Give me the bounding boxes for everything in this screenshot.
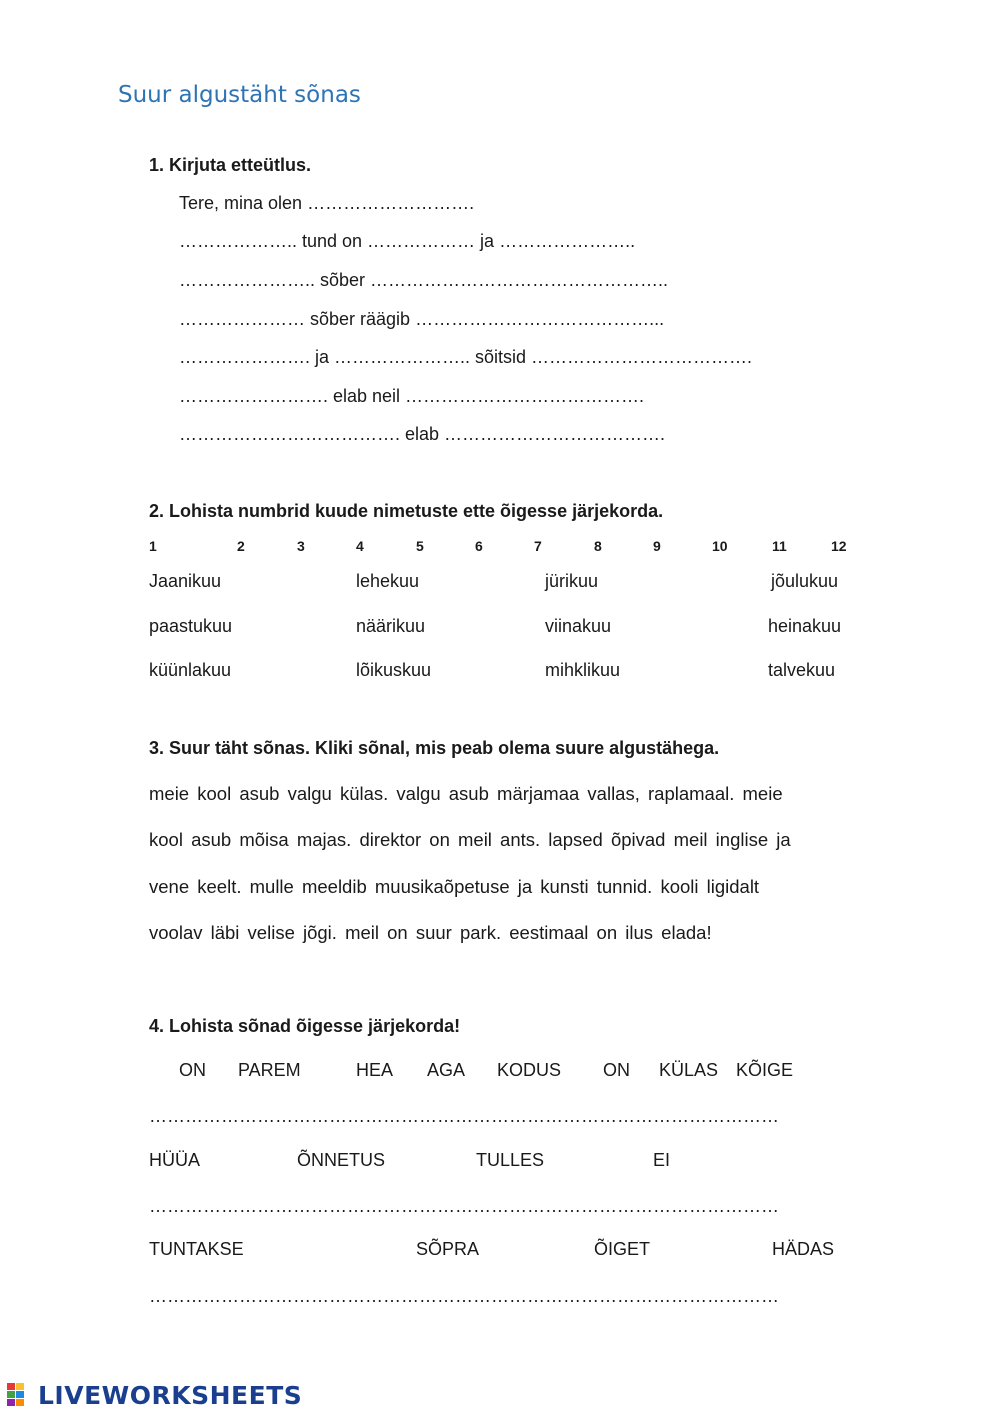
dictation-line-5[interactable]: …………………. ja ………………….. sõitsid ………………………………. [179, 347, 753, 367]
number-tile-2[interactable]: 2 [237, 538, 245, 554]
number-tile-8[interactable]: 8 [594, 538, 602, 554]
answer-line-2[interactable]: …………………………………………………………………………………………… [149, 1196, 779, 1216]
section-3-heading: 3. Suur täht sõnas. Kliki sõnal, mis peab olema suure algustähega. [149, 738, 720, 758]
month-lehekuu: lehekuu [356, 571, 420, 591]
liveworksheets-logo-icon [6, 1382, 36, 1408]
page-title: Suur algustäht sõnas [118, 82, 361, 108]
dictation-line-7[interactable]: ………………………………. elab ………………………………. [179, 424, 666, 444]
word-tile-on-1[interactable]: ON [179, 1060, 206, 1080]
text-line-2[interactable]: kool asub mõisa majas. direktor on meil ants. lapsed õpivad meil inglise ja [149, 829, 791, 850]
word-tile-onnetus[interactable]: ÕNNETUS [297, 1150, 386, 1170]
word-tile-kodus[interactable]: KODUS [497, 1060, 562, 1080]
dictation-line-4[interactable]: ………………… sõber räägib …………………………………... [179, 309, 665, 329]
dictation-line-3[interactable]: ………………….. sõber ………………………………………….. [179, 270, 669, 290]
number-tile-12[interactable]: 12 [831, 538, 847, 554]
section-4-heading: 4. Lohista sõnad õigesse järjekorda! [149, 1016, 461, 1036]
number-tile-6[interactable]: 6 [475, 538, 483, 554]
word-tile-hadas[interactable]: HÄDAS [772, 1239, 835, 1259]
month-joulukuu: jõulukuu [771, 571, 839, 591]
text-line-3[interactable]: vene keelt. mulle meeldib muusikaõpetuse ja kunsti tunnid. kooli ligidalt [149, 876, 760, 897]
number-tile-7[interactable]: 7 [534, 538, 542, 554]
word-tile-oiget[interactable]: ÕIGET [594, 1239, 651, 1259]
month-jurikuu: jürikuu [545, 571, 599, 591]
word-tile-aga[interactable]: AGA [427, 1060, 466, 1080]
number-tile-9[interactable]: 9 [653, 538, 661, 554]
answer-line-3[interactable]: …………………………………………………………………………………………… [149, 1286, 779, 1306]
liveworksheets-logo [6, 1381, 302, 1410]
word-tile-tuntakse[interactable]: TUNTAKSE [149, 1239, 244, 1259]
word-tile-kulas[interactable]: KÜLAS [659, 1060, 719, 1080]
month-heinakuu: heinakuu [768, 616, 842, 636]
month-viinakuu: viinakuu [545, 616, 612, 636]
dictation-line-6[interactable]: ……………………. elab neil …………………………………. [179, 386, 645, 406]
dictation-line-2[interactable]: ……………….. tund on ……………… ja ………………….. [179, 231, 636, 251]
word-tile-hea[interactable]: HEA [356, 1060, 394, 1080]
section-1-heading: 1. Kirjuta etteütlus. [149, 155, 312, 175]
month-kuunlakuu: küünlakuu [149, 660, 232, 680]
number-tile-3[interactable]: 3 [297, 538, 305, 554]
word-tile-on-2[interactable]: ON [603, 1060, 630, 1080]
number-tile-4[interactable]: 4 [356, 538, 364, 554]
month-jaanikuu: Jaanikuu [149, 571, 222, 591]
liveworksheets-logo-text: LIVEWORKSHEETS [38, 1381, 303, 1410]
answer-line-1[interactable]: …………………………………………………………………………………………… [149, 1106, 779, 1126]
word-tile-koige[interactable]: KÕIGE [736, 1060, 794, 1080]
number-tile-10[interactable]: 10 [712, 538, 728, 554]
number-tile-11[interactable]: 11 [772, 538, 787, 554]
dictation-line-1[interactable]: Tere, mina olen ………………………. [179, 193, 475, 213]
text-line-4[interactable]: voolav läbi velise jõgi. meil on suur park. eestimaal on ilus elada! [149, 922, 712, 943]
number-tile-5[interactable]: 5 [416, 538, 424, 554]
word-tile-huua[interactable]: HÜÜA [149, 1150, 201, 1170]
word-tile-ei[interactable]: EI [653, 1150, 671, 1170]
month-mihklikuu: mihklikuu [545, 660, 621, 680]
month-talvekuu: talvekuu [768, 660, 836, 680]
word-tile-sopra[interactable]: SÕPRA [416, 1239, 480, 1259]
month-naarikuu: näärikuu [356, 616, 426, 636]
word-tile-tulles[interactable]: TULLES [476, 1150, 545, 1170]
text-line-1[interactable]: meie kool asub valgu külas. valgu asub märjamaa vallas, raplamaal. meie [149, 783, 783, 804]
number-tile-1[interactable]: 1 [149, 538, 157, 554]
month-paastukuu: paastukuu [149, 616, 233, 636]
section-2-heading: 2. Lohista numbrid kuude nimetuste ette õigesse järjekorda. [149, 501, 664, 521]
month-loikuskuu: lõikuskuu [356, 660, 432, 680]
word-tile-parem[interactable]: PAREM [238, 1060, 301, 1080]
